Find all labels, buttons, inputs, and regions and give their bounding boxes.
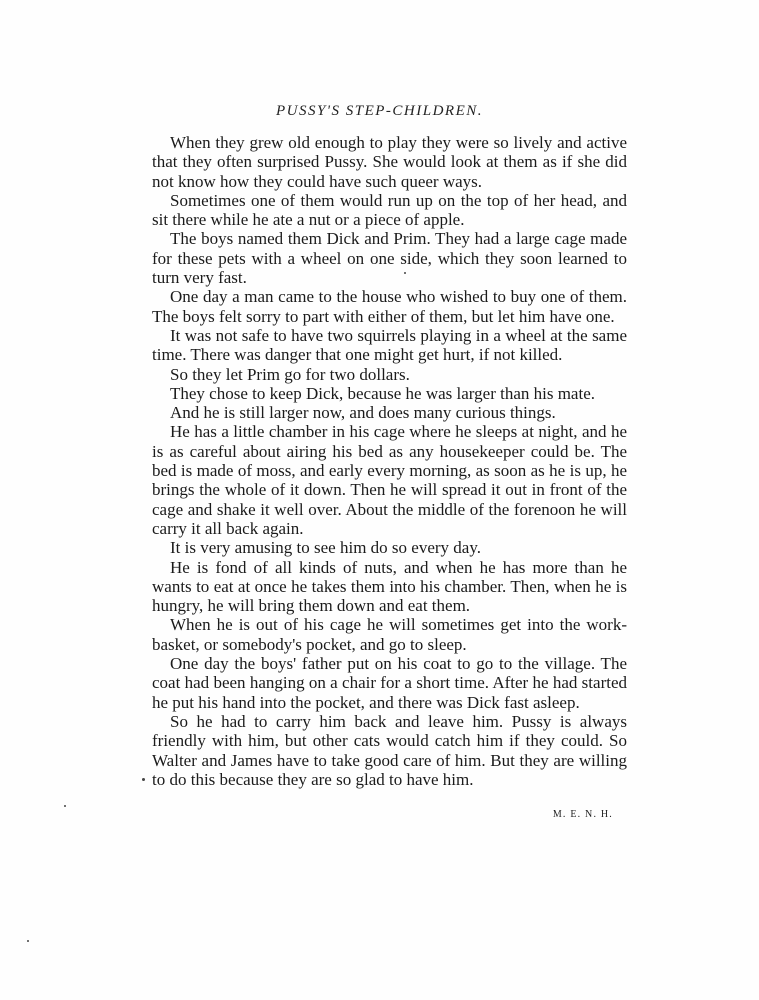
paragraph: When they grew old enough to play they were so lively and active that they often surprised Pussy. She would look at them as if she did not know how they could have such queer ways. xyxy=(152,133,627,191)
paragraph: He has a little chamber in his cage where he sleeps at night, and he is as careful about airing his bed as any housekeeper could be. The bed is made of moss, and early every morning, as soon as he is up, he brings the whole of it down. Then he will spread it out in front of the cage and shake it well over. About the middle of the forenoon he will carry it all back again. xyxy=(152,422,627,538)
paragraph: The boys named them Dick and Prim. They had a large cage made for these pets with a wheel on one side, which they soon learned to turn very fast. xyxy=(152,229,627,288)
paragraph: When he is out of his cage he will sometimes get into the work-basket, or somebody's pocket, and go to sleep. xyxy=(152,615,627,654)
paragraph: So they let Prim go for two dollars. xyxy=(170,364,410,384)
paragraph: Sometimes one of them would run up on the top of her head, and sit there while he ate a nut or a piece of apple. xyxy=(152,190,627,230)
story-text xyxy=(152,133,627,789)
paragraph: They chose to keep Dick, because he was larger than his mate. xyxy=(170,383,595,403)
paragraph: So he had to carry him back and leave him. Pussy is always friendly with him, but other cats would catch him if they could. So Walter and James have to take good care of him. But they are willing to do this because they are so glad to have him. xyxy=(152,711,627,789)
paragraph: He is fond of all kinds of nuts, and when he has more than he wants to eat at once he takes them into his chamber. Then, when he is hungry, he will bring them down and eat them. xyxy=(152,557,627,616)
print-speck xyxy=(64,805,66,807)
paragraph: It was not safe to have two squirrels playing in a wheel at the same time. There was danger that one might get hurt, if not killed. xyxy=(152,325,627,365)
paragraph: One day the boys' father put on his coat to go to the village. The coat had been hanging on a chair for a short time. After he had started he put his hand into the pocket, and there was Dick fast asleep. xyxy=(152,654,627,712)
print-speck xyxy=(142,778,145,781)
running-head: PUSSY'S STEP-CHILDREN. xyxy=(275,103,484,119)
paragraph: And he is still larger now, and does many curious things. xyxy=(170,403,556,423)
paragraph: It is very amusing to see him do so every day. xyxy=(170,538,481,558)
print-speck xyxy=(27,940,29,942)
author-initials: M. E. N. H. xyxy=(552,809,613,820)
print-speck xyxy=(404,272,406,274)
paragraph: One day a man came to the house who wished to buy one of them. The boys felt sorry to part with either of them, but let him have one. xyxy=(152,287,627,326)
